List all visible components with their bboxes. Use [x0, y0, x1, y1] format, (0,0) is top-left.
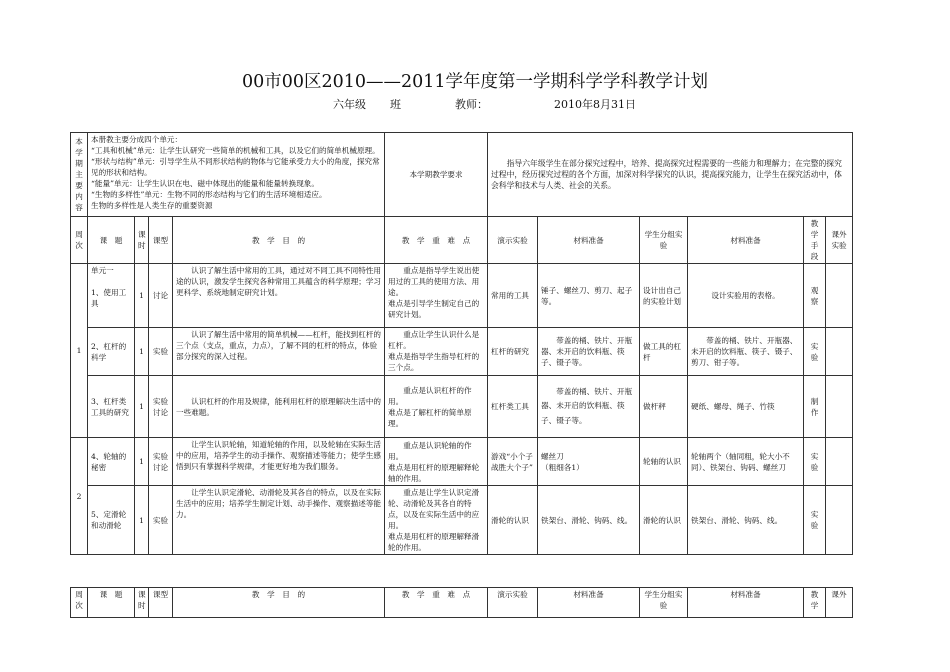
table-row	[71, 264, 853, 328]
material-cell: 铁架台、滑轮、钩码、线。	[688, 486, 804, 555]
header-focus: 教 学 重 难 点	[385, 588, 488, 618]
summary-line: “形状与结构”单元：引导学生从不同形状结构的物体与它能承受力大小的角度，探究常见的形状和结构。	[91, 157, 380, 177]
type-cell: 实验	[149, 328, 173, 376]
goal-cell: 认识了解生活中常用的简单机械——杠杆，能找到杠杆的三个点（支点，重点，力点），了解不同的杠杆的特点，体验部分探究的深入过程。	[173, 328, 385, 376]
material-cell: 带盖的桶、铁片、开瓶器、未开启的饮料瓶、筷子、镊子、剪刀、钳子等。	[688, 328, 804, 376]
summary-line: 本册教主要分成四个单元：	[91, 135, 183, 144]
means-cell: 观察	[804, 264, 826, 328]
header-material1: 材料准备	[538, 217, 640, 264]
header-focus: 教 学 重 难 点	[385, 217, 488, 264]
material-cell: 设计实验用的表格。	[688, 264, 804, 328]
extra-cell	[826, 376, 853, 438]
topic-cell: 单元一 1、使用工具	[88, 264, 135, 328]
goal-cell: 认识杠杆的作用及规律，能利用杠杆的原理解决生活中的一些难题。	[173, 376, 385, 438]
group-cell: 设计出自己的实验计划	[640, 264, 688, 328]
week-cell: 2	[71, 438, 88, 555]
header-extra: 课外	[826, 588, 853, 618]
header-material2: 材料准备	[688, 217, 804, 264]
header-hours: 课时	[135, 588, 149, 618]
material-cell: 螺丝刀 （粗细各1）	[538, 438, 640, 486]
next-page-header-table	[70, 587, 853, 618]
focus-cell: 重点是认识轮轴的作用。 难点是用杠杆的原理解释轮轴的作用。	[385, 438, 488, 486]
header-material2: 材料准备	[688, 588, 804, 618]
hours-cell: 1	[135, 376, 149, 438]
plan-table	[70, 132, 853, 555]
header-week: 周次	[71, 217, 88, 264]
group-cell: 滑轮的认识	[640, 486, 688, 555]
means-cell: 制作	[804, 376, 826, 438]
hours-cell: 1	[135, 328, 149, 376]
summary-content	[88, 133, 385, 217]
group-cell: 做工具的杠杆	[640, 328, 688, 376]
material-cell: 铁架台、滑轮、钩码、线。	[538, 486, 640, 555]
focus-cell: 重点是指导学生说出使用过的工具的使用方法、用途。 难点是引导学生制定自己的研究计划。	[385, 264, 488, 328]
header-group: 学生分组实验	[640, 588, 688, 618]
group-cell: 轮轴的认识	[640, 438, 688, 486]
header-row	[71, 217, 853, 264]
teacher-label: 教师：	[455, 98, 488, 111]
header-means: 教学	[804, 588, 826, 618]
header-demo: 演示实验	[488, 217, 538, 264]
header-goal: 教 学 目 的	[173, 588, 385, 618]
hours-cell: 1	[135, 438, 149, 486]
header-extra: 课外实验	[826, 217, 853, 264]
header-means: 教学手段	[804, 217, 826, 264]
class-label: 班	[390, 98, 401, 111]
header-material1: 材料准备	[538, 588, 640, 618]
topic-cell: 5、定滑轮和动滑轮	[88, 486, 135, 555]
requirement-label: 本学期教学要求	[385, 133, 488, 217]
focus-cell: 重点让学生认识什么是杠杆。 难点是指导学生指导杠杆的三个点。	[385, 328, 488, 376]
header-hours: 课时	[135, 217, 149, 264]
header-topic: 课 题	[88, 217, 135, 264]
hours-cell: 1	[135, 486, 149, 555]
summary-row	[71, 133, 853, 217]
requirement-text: 指导六年级学生在部分探究过程中，培养、提高探究过程需要的一些能力和理解力；在完整的探究过程中，经历探究过程的各个方面，加深对科学探究的认识，提高探究能力，让学生在探究活动中，体会科学和技术与人类、社会的关系。	[488, 133, 853, 217]
topic-cell: 2、杠杆的科学	[88, 328, 135, 376]
header-week: 周次	[71, 588, 88, 618]
summary-line: “能量”单元：让学生认识在电、磁中体现出的能量和能量转换现象。	[91, 179, 319, 188]
focus-cell: 重点是让学生认识定滑轮、动滑轮及其各自的特点，以及在实际生活中的应用。 难点是用杠杆的原理解释滑轮的作用。	[385, 486, 488, 555]
type-cell: 讨论	[149, 264, 173, 328]
means-cell: 实验	[804, 486, 826, 555]
goal-cell: 让学生认识定滑轮、动滑轮及其各自的特点，以及在实际生活中的应用；培养学生制定计划、动手操作、观察描述等能力。	[173, 486, 385, 555]
table-row	[71, 376, 853, 438]
material-cell: 轮轴两个（轴同粗，轮大小不同）、铁架台、钩码、螺丝刀	[688, 438, 804, 486]
page-title: 00市00区2010——2011学年度第一学期科学学科教学计划	[241, 72, 709, 92]
demo-cell: 常用的工具	[488, 264, 538, 328]
header-group: 学生分组实验	[640, 217, 688, 264]
type-cell: 实验讨论	[149, 438, 173, 486]
demo-cell: 滑轮的认识	[488, 486, 538, 555]
means-cell: 实验	[804, 328, 826, 376]
header-type: 课型	[149, 588, 173, 618]
date-label: 2010年8月31日	[554, 98, 636, 111]
summary-row-label: 本学期主要内容	[71, 133, 88, 217]
demo-cell: 杠杆类工具	[488, 376, 538, 438]
extra-cell	[826, 264, 853, 328]
table-row	[71, 486, 853, 555]
table-row	[71, 438, 853, 486]
demo-cell: 杠杆的研究	[488, 328, 538, 376]
type-cell: 实验讨论	[149, 376, 173, 438]
header-type: 课型	[149, 217, 173, 264]
summary-line: “工具和机械”单元：让学生认研究一些简单的机械和工具，以及它们的简单机械原理。	[91, 146, 380, 155]
header-goal: 教 学 目 的	[173, 217, 385, 264]
material-cell: 带盖的桶、铁片、开瓶器、未开启的饮料瓶、筷子、镊子等。	[538, 328, 640, 376]
goal-cell: 让学生认识轮轴，知道轮轴的作用，以及轮轴在实际生活中的应用，培养学生的动手操作、观察描述等能力；使学生感悟到只有掌握科学规律，才能更好地为我们服务。	[173, 438, 385, 486]
summary-line: “生物的多样性”单元：生物不同的形态结构与它们的生活环境相适应。	[91, 190, 327, 199]
means-cell: 实验	[804, 438, 826, 486]
week-cell: 1	[71, 264, 88, 438]
topic-cell: 4、轮轴的秘密	[88, 438, 135, 486]
grade-label: 六年级	[333, 98, 366, 111]
extra-cell	[826, 486, 853, 555]
material-cell: 带盖的桶、铁片、开瓶器、未开启的饮料瓶、筷子、镊子等。	[538, 376, 640, 438]
focus-cell: 重点是认识杠杆的作用。 难点是了解杠杆的简单原理。	[385, 376, 488, 438]
goal-cell: 认识了解生活中常用的工具，通过对不同工具不同特性用途的认识，激发学生探究各种常用工具蕴含的科学原理；学习更科学、系统地制定研究计划。	[173, 264, 385, 328]
type-cell: 实验	[149, 486, 173, 555]
header-row	[71, 588, 853, 618]
extra-cell	[826, 328, 853, 376]
table-row	[71, 328, 853, 376]
header-demo: 演示实验	[488, 588, 538, 618]
topic-cell: 3、杠杆类工具的研究	[88, 376, 135, 438]
group-cell: 做杆秤	[640, 376, 688, 438]
extra-cell	[826, 438, 853, 486]
hours-cell: 1	[135, 264, 149, 328]
summary-line: 生物的多样性是人类生存的重要资源	[91, 201, 213, 210]
header-topic: 课 题	[88, 588, 135, 618]
material-cell: 锤子、螺丝刀、剪刀、起子等。	[538, 264, 640, 328]
demo-cell: 游戏“小个子战胜大个子”	[488, 438, 538, 486]
material-cell: 硬纸、螺母、绳子、竹筷	[688, 376, 804, 438]
